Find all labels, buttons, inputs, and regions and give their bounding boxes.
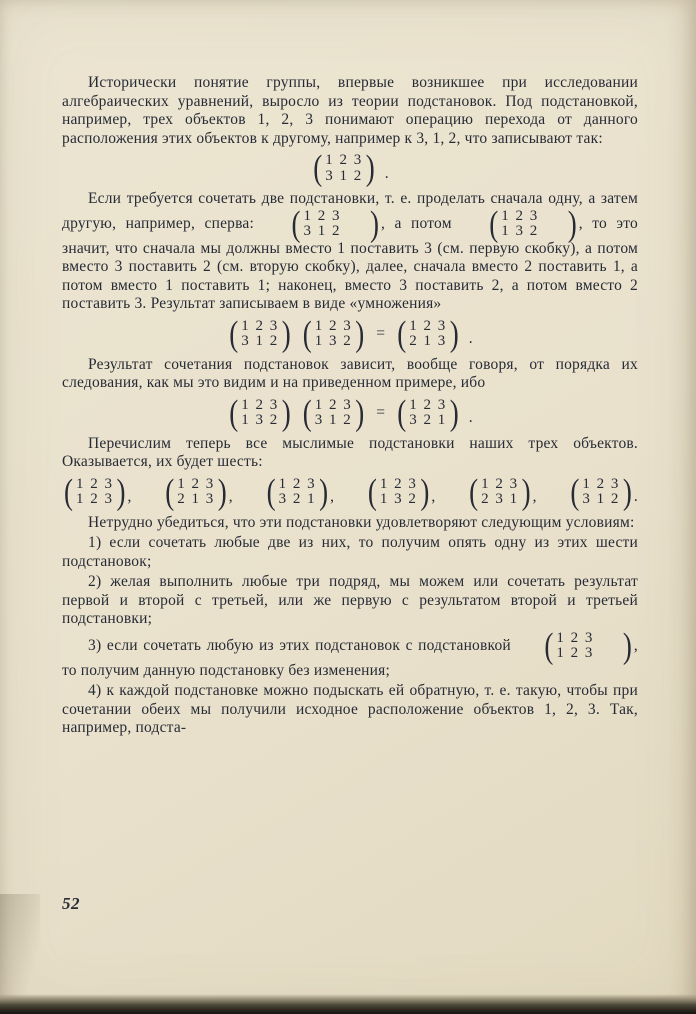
matrix-row-bottom: 1 3 2 <box>379 491 418 507</box>
matrix-paren-right: ) <box>355 392 365 433</box>
matrix-rows <box>322 153 366 184</box>
permutation-group <box>568 471 638 512</box>
matrix-paren-right: ) <box>355 313 365 354</box>
matrix-paren-left: ( <box>489 203 499 244</box>
matrix-row-bottom: 3 1 2 <box>314 412 353 428</box>
matrix-paren-right: ) <box>622 625 632 666</box>
list-item-4: 4) к каждой подстановке можно подыскать ей обратную, т. е. такую, чтобы при сочетании обеих мы получили исходное расположение объектов 1, 2, 3. Так, например, подста- <box>62 682 638 736</box>
permutation-matrix <box>469 471 531 512</box>
matrix-row-top: 1 2 3 <box>582 475 620 492</box>
permutation-matrix <box>165 471 227 512</box>
period: . <box>633 488 638 505</box>
matrix-row-top: 1 2 3 <box>314 317 353 334</box>
matrix-rows <box>498 209 542 240</box>
matrix-rows <box>406 398 450 429</box>
matrix-rows <box>238 398 282 429</box>
matrix-paren-right: ) <box>281 392 291 433</box>
matrix-paren-right: ) <box>281 313 291 354</box>
list-item-1: 1) если сочетать любые две из них, то получим опять одну из этих шести подстановок; <box>62 534 638 570</box>
matrix-rows <box>73 477 117 508</box>
matrix-paren-right: ) <box>116 471 126 512</box>
matrix-rows <box>579 477 623 508</box>
permutation-group <box>163 471 233 512</box>
matrix-paren-left: ( <box>397 313 407 354</box>
permutation-matrix <box>302 313 365 354</box>
matrix-row-top: 1 2 3 <box>409 317 447 334</box>
matrix-paren-left: ( <box>266 471 276 512</box>
matrix-row-top: 1 2 3 <box>177 475 215 492</box>
equals-sign: = <box>376 324 386 342</box>
matrix-rows <box>478 477 522 508</box>
permutation-matrix <box>313 148 375 188</box>
permutation-group <box>366 471 436 512</box>
permutation-matrix <box>64 471 126 512</box>
matrix-paren-left: ( <box>302 313 312 354</box>
matrix-paren-left: ( <box>544 625 554 666</box>
text-run: 3) если сочетать любую из этих подстановок с подстановкой <box>88 636 517 654</box>
permutation-matrix <box>570 471 632 512</box>
matrix-row-top: 1 2 3 <box>278 475 317 492</box>
matrix-row-bottom: 3 1 2 <box>241 333 279 349</box>
display-equation-1 <box>62 313 638 354</box>
matrix-row-top: 1 2 3 <box>314 396 353 413</box>
matrix-row-top: 1 2 3 <box>501 207 539 224</box>
paragraph-order: Результат сочетания подстановок зависит, вообще говоря, от порядка их следования, как мы это видим и на приведенном примере, ибо <box>62 355 638 391</box>
matrix-row-top: 1 2 3 <box>241 317 279 334</box>
matrix-rows <box>300 209 344 240</box>
permutation-matrix <box>265 203 379 244</box>
matrix-paren-right: ) <box>449 392 459 433</box>
page-bottom-edge <box>0 994 696 1014</box>
matrix-paren-left: ( <box>302 392 312 433</box>
matrix-paren-left: ( <box>291 203 301 244</box>
matrix-row-bottom: 3 2 1 <box>409 412 447 428</box>
six-permutations-row <box>62 471 638 512</box>
matrix-paren-left: ( <box>469 471 479 512</box>
comma: , <box>330 488 335 505</box>
matrix-rows <box>238 319 282 350</box>
text-run: Если требуется сочетать две подстановки, т. е. проделать сначала одну, а затем другую, например, сперва: <box>62 190 638 232</box>
matrix-rows <box>377 477 421 508</box>
matrix-row-top: 1 2 3 <box>325 152 363 168</box>
paragraph-composition <box>62 190 638 314</box>
matrix-row-bottom: 3 1 2 <box>325 167 363 184</box>
matrix-paren-right: ) <box>319 471 329 512</box>
period: . <box>384 164 389 182</box>
matrix-row-bottom: 1 3 2 <box>241 412 279 428</box>
matrix-row-top: 1 2 3 <box>481 475 519 492</box>
matrix-row-bottom: 3 2 1 <box>278 491 317 507</box>
matrix-paren-left: ( <box>165 471 175 512</box>
display-equation-2 <box>62 392 638 433</box>
matrix-paren-right: ) <box>217 471 227 512</box>
matrix-row-bottom: 3 1 2 <box>582 491 620 507</box>
period: . <box>468 409 473 426</box>
matrix-paren-left: ( <box>367 471 377 512</box>
matrix-paren-left: ( <box>313 148 323 188</box>
paragraph-conditions: Нетрудно убедиться, что эти подстановки удовлетворяют следующим условиям: <box>88 513 635 531</box>
matrix-paren-right: ) <box>567 203 577 244</box>
matrix-rows <box>553 631 597 662</box>
permutation-matrix <box>229 313 291 354</box>
comma: , <box>127 488 132 505</box>
matrix-paren-left: ( <box>570 471 580 512</box>
matrix-row-top: 1 2 3 <box>409 396 447 413</box>
matrix-row-top: 1 2 3 <box>241 396 279 413</box>
list-item-2: 2) желая выполнить любые три подряд, мы можем или сочетать результат первой и второй с третьей, или же первую с результатом второй и третьей подстановки; <box>62 573 638 627</box>
matrix-row-bottom: 2 3 1 <box>481 491 519 507</box>
matrix-row-bottom: 3 1 2 <box>303 223 341 239</box>
matrix-rows <box>406 319 450 350</box>
page-number: 52 <box>62 894 80 913</box>
matrix-rows <box>312 319 356 350</box>
paragraph-intro: Исторически понятие группы, впервые возникшее при исследовании алгебраических уравнений, выросло из теории подстановок. Под подстановкой, например, трех объектов 1, 2, 3 понимают операцию перехода от данного расположения этих объектов к другому, например к 3, 1, 2, что записывают так: <box>62 74 638 147</box>
permutation-matrix <box>302 392 365 433</box>
permutation-group <box>62 471 132 512</box>
matrix-row-bottom: 1 3 2 <box>501 223 539 239</box>
paragraph-enumerate: Перечислим теперь все мыслимые подстановки наших трех объектов. Оказывается, их будет шесть: <box>62 434 638 470</box>
matrix-paren-right: ) <box>521 471 531 512</box>
matrix-row-bottom: 2 1 3 <box>409 333 447 349</box>
matrix-rows <box>276 477 320 508</box>
matrix-rows <box>174 477 218 508</box>
permutation-matrix <box>397 392 459 433</box>
matrix-paren-right: ) <box>369 203 379 244</box>
text-run: , то получим данную подстановку без изменения; <box>62 636 638 679</box>
comma: , <box>431 488 436 505</box>
matrix-paren-right: ) <box>365 148 375 188</box>
matrix-row-top: 1 2 3 <box>556 629 594 646</box>
permutation-matrix <box>518 625 632 666</box>
matrix-row-bottom: 1 2 3 <box>76 491 114 507</box>
matrix-paren-left: ( <box>229 313 239 354</box>
permutation-matrix <box>266 471 329 512</box>
text-run: , а потом <box>380 214 462 232</box>
text-run: , то это значит, что сначала мы должны вместо 1 поставить 3 (см. первую скобку), а потом вместо 3 поставить 2 (см. вторую скобку), далее, сначала вместо 2 поставить 1, а потом вместо 1 поставить 1; наконец, вместо 3 поставить 2, а потом вместо 2 поставить 3. Результат записываем в виде «умножения» <box>62 214 638 312</box>
matrix-paren-right: ) <box>449 313 459 354</box>
permutation-matrix <box>229 392 291 433</box>
list-item-3 <box>62 625 638 681</box>
matrix-row-bottom: 2 1 3 <box>177 491 215 507</box>
permutation-matrix <box>463 203 577 244</box>
equals-sign: = <box>376 403 386 421</box>
matrix-paren-left: ( <box>229 392 239 433</box>
matrix-row-bottom: 1 3 2 <box>314 333 353 349</box>
display-matrix-1 <box>62 148 638 188</box>
matrix-paren-right: ) <box>622 471 632 512</box>
comma: , <box>532 488 537 505</box>
comma: , <box>228 488 233 505</box>
page-content <box>62 74 638 740</box>
permutation-matrix <box>397 313 459 354</box>
matrix-paren-left: ( <box>397 392 407 433</box>
matrix-paren-left: ( <box>64 471 73 512</box>
permutation-matrix <box>367 471 430 512</box>
matrix-rows <box>312 398 356 429</box>
matrix-row-top: 1 2 3 <box>379 475 418 492</box>
matrix-row-bottom: 1 2 3 <box>556 645 594 661</box>
matrix-paren-right: ) <box>420 471 430 512</box>
matrix-row-top: 1 2 3 <box>76 475 114 492</box>
period: . <box>468 330 473 347</box>
matrix-row-top: 1 2 3 <box>303 207 341 224</box>
permutation-group <box>467 471 537 512</box>
permutation-group <box>265 471 335 512</box>
